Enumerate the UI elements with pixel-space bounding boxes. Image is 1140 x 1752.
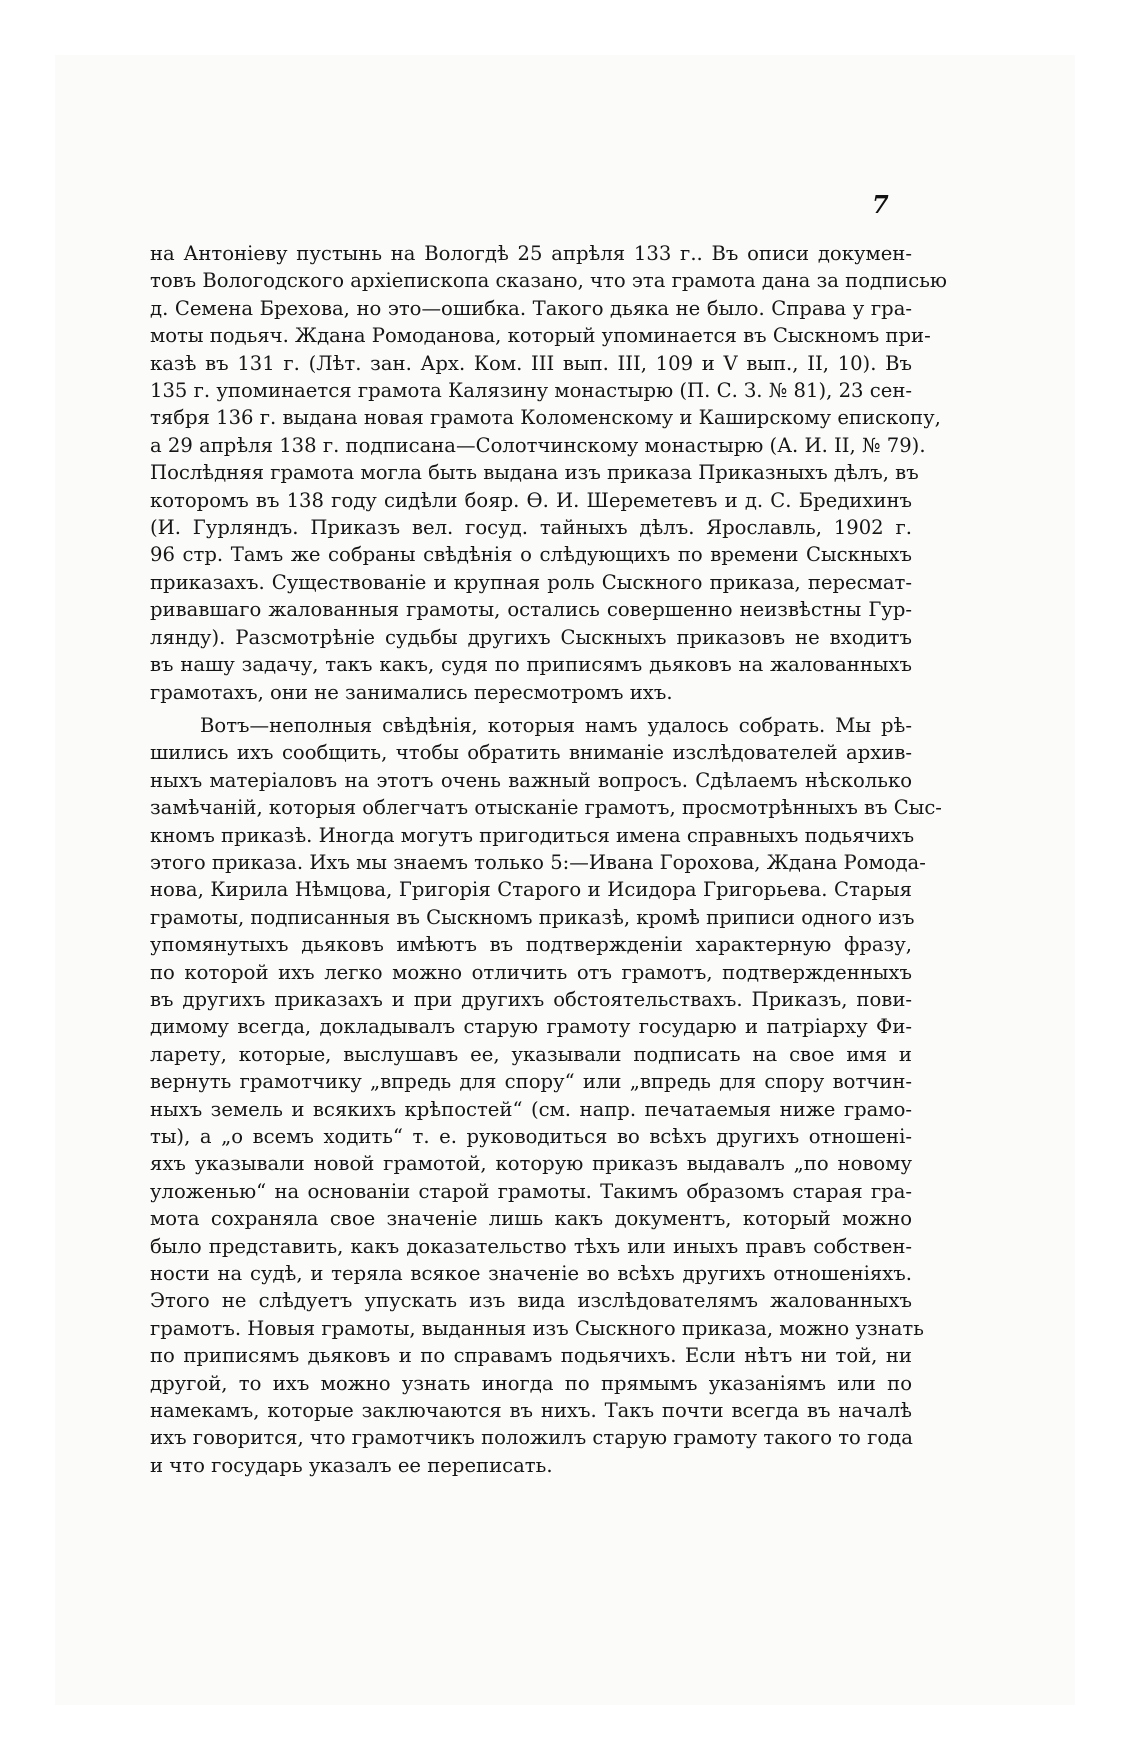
text-line: было представить, какъ доказательство тѣхъ или иныхъ правъ собствен-	[150, 1234, 912, 1258]
body-text	[150, 240, 947, 1479]
paragraph-1	[150, 240, 947, 706]
text-line: другой, то ихъ можно узнать иногда по прямымъ указаніямъ или по	[150, 1371, 912, 1395]
text-line: упомянутыхъ дьяковъ имѣютъ въ подтвержденіи характерную фразу,	[150, 933, 912, 957]
text-line: въ другихъ приказахъ и при другихъ обстоятельствахъ. Приказъ, пови-	[150, 987, 912, 1011]
text-line: товъ Вологодского архіепископа сказано, что эта грамота дана за подписью	[150, 269, 947, 293]
text-line: замѣчаній, которыя облегчатъ отысканіе грамотъ, просмотрѣнныхъ въ Сыс-	[150, 796, 942, 820]
text-line: по которой ихъ легко можно отличить отъ грамотъ, подтвержденныхъ	[150, 960, 912, 984]
text-line: въ нашу задачу, такъ какъ, судя по приписямъ дьяковъ на жалованныхъ	[150, 653, 912, 677]
text-line: ты), а „о всемъ ходить“ т. е. руководиться во всѣхъ другихъ отношені-	[150, 1125, 912, 1148]
text-line: а 29 апрѣля 138 г. подписана—Солотчинскому монастырю (А. И. II, № 79).	[150, 433, 926, 457]
text-line: Послѣдняя грамота могла быть выдана изъ приказа Приказныхъ дѣлъ, въ	[150, 461, 919, 485]
text-line: ныхъ матеріаловъ на этотъ очень важный вопросъ. Сдѣлаемъ нѣсколько	[150, 768, 912, 792]
text-line: ныхъ земель и всякихъ крѣпостей“ (см. напр. печатаемыя ниже грамо-	[150, 1097, 912, 1121]
text-line: моты подьяч. Ждана Ромоданова, который упоминается въ Сыскномъ при-	[150, 324, 931, 348]
text-line: которомъ въ 138 году сидѣли бояр. Ѳ. И. Шереметевъ и д. С. Бредихинъ	[150, 488, 912, 512]
text-line: на Антоніеву пустынь на Вологдѣ 25 апрѣля 133 г.. Въ описи докумен-	[150, 242, 912, 265]
text-line: 135 г. упоминается грамота Калязину монастырю (П. С. З. № 81), 23 сен-	[150, 379, 912, 403]
text-line: грамотахъ, они не занимались пересмотромъ ихъ.	[150, 680, 673, 704]
text-line: этого приказа. Ихъ мы знаемъ только 5:—Ивана Горохова, Ждана Ромода-	[150, 850, 926, 874]
text-line: димому всегда, докладывалъ старую грамоту государю и патріарху Фи-	[150, 1015, 912, 1039]
text-line: грамотъ. Новыя грамоты, выданныя изъ Сыскного приказа, можно узнать	[150, 1316, 924, 1340]
text-line: ларету, которые, выслушавъ ее, указывали подписать на свое имя и	[150, 1042, 912, 1066]
text-line: ихъ говорится, что грамотчикъ положилъ старую грамоту такого то года	[150, 1426, 913, 1450]
text-line: по приписямъ дьяковъ и по справамъ подьячихъ. Если нѣтъ ни той, ни	[150, 1344, 912, 1368]
text-line: кномъ приказѣ. Иногда могутъ пригодиться имена справныхъ подьячихъ	[150, 823, 915, 847]
text-line: Этого не слѣдуетъ упускать изъ вида изслѣдователямъ жалованныхъ	[150, 1289, 912, 1313]
text-line: 96 стр. Тамъ же собраны свѣдѣнія о слѣдующихъ по времени Сыскныхъ	[150, 543, 912, 567]
text-line: тября 136 г. выдана новая грамота Коломенскому и Каширскому епископу,	[150, 406, 941, 430]
text-line: казѣ въ 131 г. (Лѣт. зан. Арх. Ком. III вып. III, 109 и V вып., II, 10). Въ	[150, 351, 912, 375]
text-line: ривавшаго жалованныя грамоты, остались совершенно неизвѣстны Гур-	[150, 598, 912, 622]
text-line: приказахъ. Существованіе и крупная роль Сыскного приказа, пересмат-	[150, 570, 912, 594]
text-line: д. Семена Брехова, но это—ошибка. Такого дьяка не было. Справа у гра-	[150, 296, 912, 320]
paragraph-2	[150, 712, 942, 1479]
text-line: уложенью“ на основаніи старой грамоты. Такимъ образомъ старая гра-	[150, 1179, 912, 1203]
text-line: нова, Кирила Нѣмцова, Григорія Старого и Исидора Григорьева. Старыя	[150, 878, 912, 902]
text-line: и что государь указалъ ее переписать.	[150, 1453, 553, 1477]
text-line: Вотъ—неполныя свѣдѣнія, которыя намъ удалось собрать. Мы рѣ-	[200, 713, 912, 737]
text-line: лянду). Разсмотрѣніе судьбы другихъ Сыскныхъ приказовъ не входитъ	[150, 625, 912, 649]
text-line: вернуть грамотчику „впредь для спору“ или „впредь для спору вотчин-	[150, 1070, 912, 1094]
text-line: грамоты, подписанныя въ Сыскномъ приказѣ, кромѣ приписи одного изъ	[150, 905, 915, 929]
page-number: 7	[872, 190, 889, 219]
text-line: намекамъ, которые заключаются въ нихъ. Такъ почти всегда въ началѣ	[150, 1399, 912, 1423]
text-line: мота сохраняла свое значеніе лишь какъ документъ, который можно	[150, 1207, 912, 1231]
text-line: шились ихъ сообщить, чтобы обратить вниманіе изслѣдователей архив-	[150, 741, 912, 765]
text-line: ности на судѣ, и теряла всякое значеніе во всѣхъ другихъ отношеніяхъ.	[150, 1262, 912, 1286]
text-line: яхъ указывали новой грамотой, которую приказъ выдавалъ „по новому	[150, 1152, 912, 1176]
text-line: (И. Гурляндъ. Приказъ вел. госуд. тайныхъ дѣлъ. Ярославль, 1902 г.	[150, 516, 912, 540]
